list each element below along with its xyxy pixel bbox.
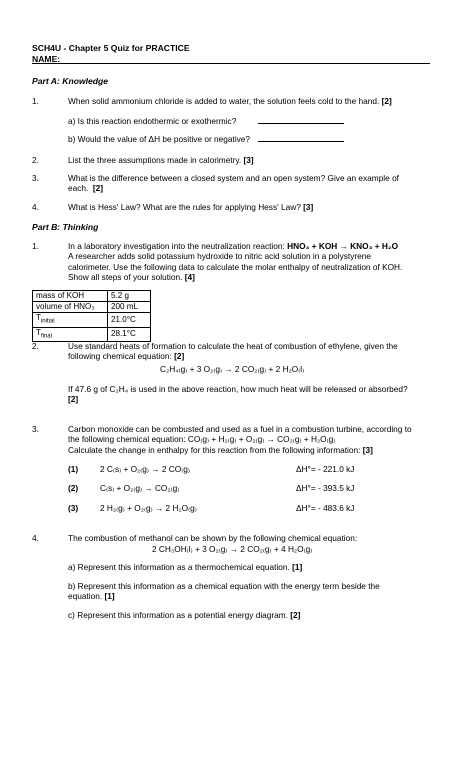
b-q1-number: 1.	[32, 241, 39, 251]
rxn-2-equation: C₍s₎ + O₂₍g₎ → CO₂₍g₎	[100, 483, 180, 493]
a-q2-stem: List the three assumptions made in calorimetry.	[68, 155, 242, 165]
b-q4b-line2	[68, 591, 438, 601]
b-q2-number: 2.	[32, 341, 39, 351]
b-q1-line3: calorimeter. Use the following data to calculate the molar enthalpy of neutralization of KOH.	[68, 261, 403, 272]
a-q1-number: 1.	[32, 96, 39, 106]
table-row	[33, 291, 151, 302]
b-q2-line2-text: following chemical equation:	[68, 351, 172, 362]
b-q3-line1: Carbon monoxide can be combusted and used as a fuel in a combustion turbine, according to	[68, 424, 412, 434]
b-q4b	[68, 581, 438, 602]
a-q1b	[68, 134, 344, 144]
name-label: NAME:	[32, 54, 61, 64]
table-cell: 5.2 g	[108, 291, 151, 302]
temp-subscript: initial	[40, 318, 55, 325]
a-q2-marks: [3]	[243, 155, 254, 165]
b-q2-marks: [2]	[174, 351, 185, 362]
b-q2-followup	[68, 384, 438, 405]
b-q4b-line2-text: equation.	[68, 591, 103, 602]
temp-subscript: final	[40, 333, 52, 340]
a-q4-number: 4.	[32, 202, 39, 212]
rxn-1-equation: 2 C₍s₎ + O₂₍g₎ → 2 CO₍g₎	[100, 464, 190, 474]
b-q1-reaction: HNO₃ + KOH → KNO₃ + H₂O	[287, 241, 399, 251]
b-q4a-text: a) Represent this information as a thermochemical equation.	[68, 562, 290, 572]
table-cell: 21.0°C	[108, 313, 151, 328]
a-q2-text	[68, 155, 438, 165]
table-cell: 200 mL	[108, 302, 151, 313]
rxn-1-enthalpy: ΔH°= - 221.0 kJ	[296, 464, 355, 474]
rxn-3-label: (3)	[68, 503, 79, 513]
table-row	[33, 327, 151, 342]
b-q3-line2: the following chemical equation: CO₍g₎ + H₂₍g₎ + O₂₍g₎ → CO₂₍g₎ + H₂O₍g₎	[68, 434, 336, 445]
b-q2-text	[68, 341, 438, 362]
quiz-title: SCH4U - Chapter 5 Quiz for PRACTICE	[32, 43, 190, 53]
b-q4c-marks: [2]	[290, 610, 301, 620]
b-q1-text	[68, 241, 438, 282]
b-q2-line2	[68, 351, 438, 361]
a-q3-text	[68, 173, 438, 194]
table-row	[33, 313, 151, 328]
b-q3-marks: [3]	[362, 444, 373, 455]
b-q3-number: 3.	[32, 424, 39, 434]
a-q4-marks: [3]	[303, 202, 314, 212]
b-q1-line1	[68, 241, 438, 251]
b-q2-equation: C₂H₄₍g₎ + 3 O₂₍g₎ → 2 CO₂₍g₎ + 2 H₂O₍l₎	[160, 364, 305, 374]
b-q3-text	[68, 424, 438, 455]
rxn-3-equation: 2 H₂₍g₎ + O₂₍g₎ → 2 H₂O₍g₎	[100, 503, 197, 513]
a-q3-marks: [2]	[92, 183, 104, 194]
b-q1-line4-text: Show all steps of your solution.	[68, 272, 183, 283]
b-q1-line4	[68, 272, 438, 282]
temp-symbol: T	[36, 313, 41, 322]
rxn-2-label: (2)	[68, 483, 79, 493]
data-table	[32, 290, 151, 342]
b-q2-line1: Use standard heats of formation to calculate the heat of combustion of ethylene, given the	[68, 341, 398, 351]
part-b-heading: Part B: Thinking	[32, 222, 99, 232]
a-q4-text	[68, 202, 438, 212]
a-q3-line1: What is the difference between a closed system and an open system? Give an example of	[68, 173, 399, 183]
table-cell: volume of HNO₃	[33, 302, 108, 313]
a-q1b-answer-blank[interactable]	[258, 141, 344, 142]
b-q4-equation: 2 CH₃OH₍l₎ + 3 O₂₍g₎ → 2 CO₂₍g₎ + 4 H₂O₍g₎	[152, 544, 313, 554]
b-q1-line2: A researcher adds solid potassium hydroxide to nitric acid solution in a polystyrene	[68, 251, 371, 262]
a-q2-number: 2.	[32, 155, 39, 165]
a-q1a-text: a) Is this reaction endothermic or exothermic?	[68, 116, 237, 126]
a-q1-text	[68, 96, 438, 106]
a-q1a-answer-blank[interactable]	[258, 123, 344, 124]
b-q4b-line1: b) Represent this information as a chemical equation with the energy term beside the	[68, 581, 380, 591]
b-q1-marks: [4]	[184, 272, 195, 283]
table-cell	[33, 313, 108, 328]
b-q2-followup-text: If 47.6 g of C₂H₄ is used in the above reaction, how much heat will be released or absorbed?	[68, 384, 408, 394]
a-q1b-text: b) Would the value of ΔH be positive or negative?	[68, 134, 251, 144]
a-q3-line2	[68, 183, 438, 193]
rxn-3-enthalpy: ΔH°= - 483.6 kJ	[296, 503, 355, 513]
name-line	[32, 63, 430, 64]
b-q4-number: 4.	[32, 533, 39, 543]
b-q4-line1: The combustion of methanol can be shown by the following chemical equation:	[68, 533, 358, 543]
rxn-1-label: (1)	[68, 464, 79, 474]
b-q4b-marks: [1]	[104, 591, 115, 602]
table-row	[33, 302, 151, 313]
table-cell: 28.1°C	[108, 327, 151, 342]
a-q1-stem: When solid ammonium chloride is added to water, the solution feels cold to the hand.	[68, 96, 380, 106]
b-q1-intro: In a laboratory investigation into the neutralization reaction:	[68, 241, 285, 251]
table-cell	[33, 327, 108, 342]
a-q3-number: 3.	[32, 173, 39, 183]
b-q4a-marks: [1]	[292, 562, 303, 572]
table-cell: mass of KOH	[33, 291, 108, 302]
b-q3-line3	[68, 445, 438, 455]
a-q3-line2-text: each.	[68, 183, 89, 194]
rxn-2-enthalpy: ΔH°= - 393.5 kJ	[296, 483, 355, 493]
b-q2-followup-marks: [2]	[68, 394, 79, 405]
b-q3-line3-text: Calculate the change in enthalpy for this reaction from the following information:	[68, 444, 361, 455]
a-q1a	[68, 116, 344, 126]
a-q4-stem: What is Hess' Law? What are the rules for applying Hess' Law?	[68, 202, 301, 212]
a-q1-marks: [2]	[381, 96, 392, 106]
b-q4a	[68, 562, 302, 572]
part-a-heading: Part A: Knowledge	[32, 76, 109, 86]
temp-symbol: T	[36, 327, 41, 337]
b-q4c	[68, 610, 300, 620]
b-q4c-text: c) Represent this information as a potential energy diagram.	[68, 610, 288, 620]
